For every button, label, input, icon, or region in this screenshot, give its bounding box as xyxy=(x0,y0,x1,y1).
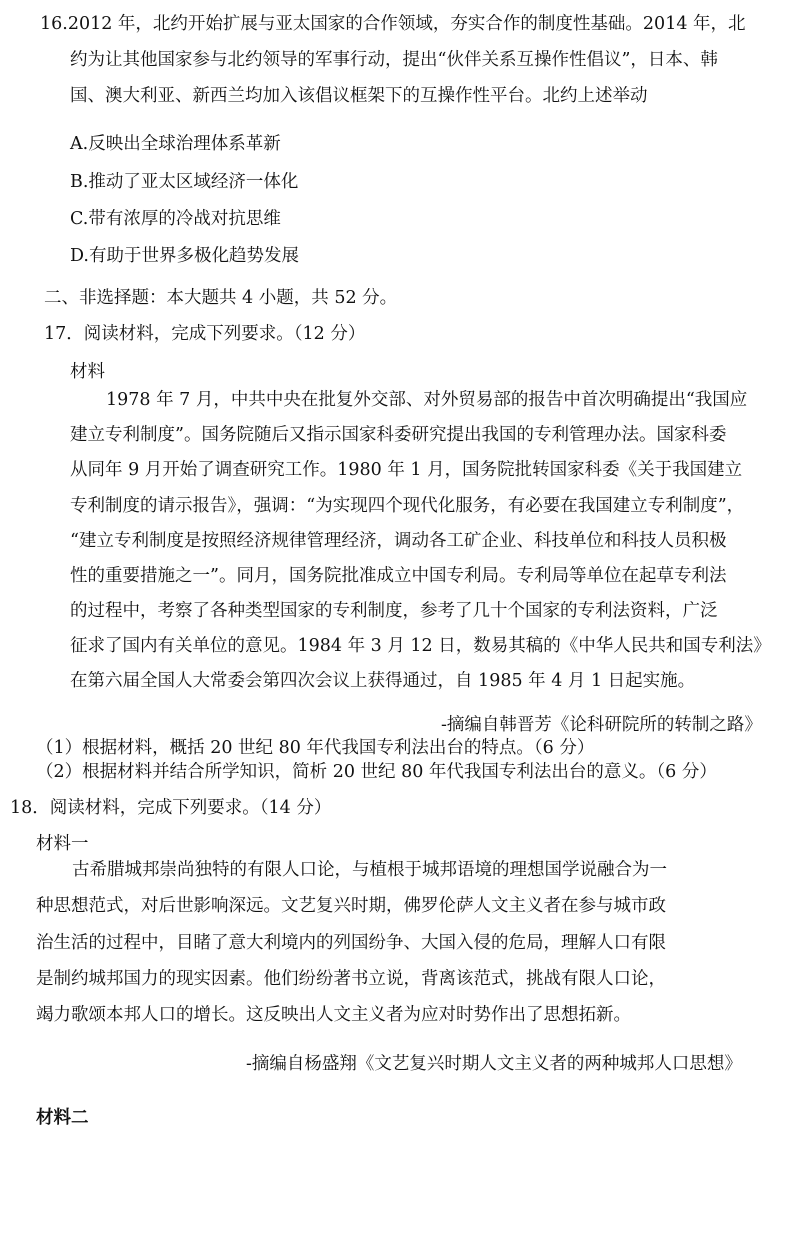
q18-material-1-label: 材料一 xyxy=(36,834,89,854)
q18-title: 18．阅读材料，完成下列要求。（14 分） xyxy=(10,798,332,818)
section-2-heading: 二、非选择题：本大题共 4 小题，共 52 分。 xyxy=(44,288,398,308)
q17-material-line-9: 在第六届全国人大常委会第四次会议上获得通过，自 1985 年 4 月 1 日起实施。 xyxy=(70,671,696,691)
q17-material-line-6: 性的重要措施之一”。同月，国务院批准成立中国专利局。专利局等单位在起草专利法 xyxy=(70,566,727,586)
q18-material-2-label: 材料二 xyxy=(36,1108,89,1128)
q18-material-line-5: 竭力歌颂本邦人口的增长。这反映出人文主义者为应对时势作出了思想拓新。 xyxy=(36,1005,631,1025)
q17-material-line-5: “建立专利制度是按照经济规律管理经济，调动各工矿企业、科技单位和科技人员积极 xyxy=(70,531,727,551)
q16-stem-line-1: 16.2012 年，北约开始扩展与亚太国家的合作领域，夯实合作的制度性基础。2014 年，北 xyxy=(40,14,746,34)
q18-material-line-4: 是制约城邦国力的现实因素。他们纷纷著书立说，背离该范式，挑战有限人口论， xyxy=(36,969,666,989)
q17-material-line-7: 的过程中，考察了各种类型国家的专利制度，参考了几十个国家的专利法资料，广泛 xyxy=(70,601,718,621)
q17-material-line-1: 1978 年 7 月，中共中央在批复外交部、对外贸易部的报告中首次明确提出“我国应 xyxy=(106,390,748,410)
q16-option-b: B.推动了亚太区域经济一体化 xyxy=(70,172,299,192)
q17-subquestion-2: （2）根据材料并结合所学知识，简析 20 世纪 80 年代我国专利法出台的意义。（6 分） xyxy=(36,762,717,782)
q16-stem-line-3: 国、澳大利亚、新西兰均加入该倡议框架下的互操作性平台。北约上述举动 xyxy=(70,86,648,106)
q17-material-label: 材料 xyxy=(70,362,105,382)
q16-option-d: D.有助于世界多极化趋势发展 xyxy=(70,246,299,266)
q17-subquestion-1: （1）根据材料，概括 20 世纪 80 年代我国专利法出台的特点。（6 分） xyxy=(36,738,595,758)
q17-material-line-8: 征求了国内有关单位的意见。1984 年 3 月 12 日，数易其稿的《中华人民共和国专利法》 xyxy=(70,636,771,656)
q18-material-line-1: 古希腊城邦崇尚独特的有限人口论，与植根于城邦语境的理想国学说融合为一 xyxy=(72,860,667,880)
q17-material-line-3: 从同年 9 月开始了调查研究工作。1980 年 1 月，国务院批转国家科委《关于我国建立 xyxy=(70,460,743,480)
q17-source: -摘编自韩晋芳《论科研院所的转制之路》 xyxy=(441,715,762,735)
q18-material-line-2: 种思想范式，对后世影响深远。文艺复兴时期，佛罗伦萨人文主义者在参与城市政 xyxy=(36,896,666,916)
q16-option-a: A.反映出全球治理体系革新 xyxy=(70,134,281,154)
q16-stem-line-2: 约为让其他国家参与北约领导的军事行动，提出“伙伴关系互操作性倡议”，日本、韩 xyxy=(70,50,718,70)
q17-material-line-4: 专利制度的请示报告》，强调：“为实现四个现代化服务，有必要在我国建立专利制度”， xyxy=(70,496,745,516)
q18-source: -摘编自杨盛翔《文艺复兴时期人文主义者的两种城邦人口思想》 xyxy=(246,1054,742,1074)
q17-material-line-2: 建立专利制度”。国务院随后又指示国家科委研究提出我国的专利管理办法。国家科委 xyxy=(70,425,727,445)
q16-option-c: C.带有浓厚的冷战对抗思维 xyxy=(70,209,281,229)
q17-title: 17．阅读材料，完成下列要求。（12 分） xyxy=(44,324,366,344)
q18-material-line-3: 治生活的过程中，目睹了意大利境内的列国纷争、大国入侵的危局，理解人口有限 xyxy=(36,933,666,953)
